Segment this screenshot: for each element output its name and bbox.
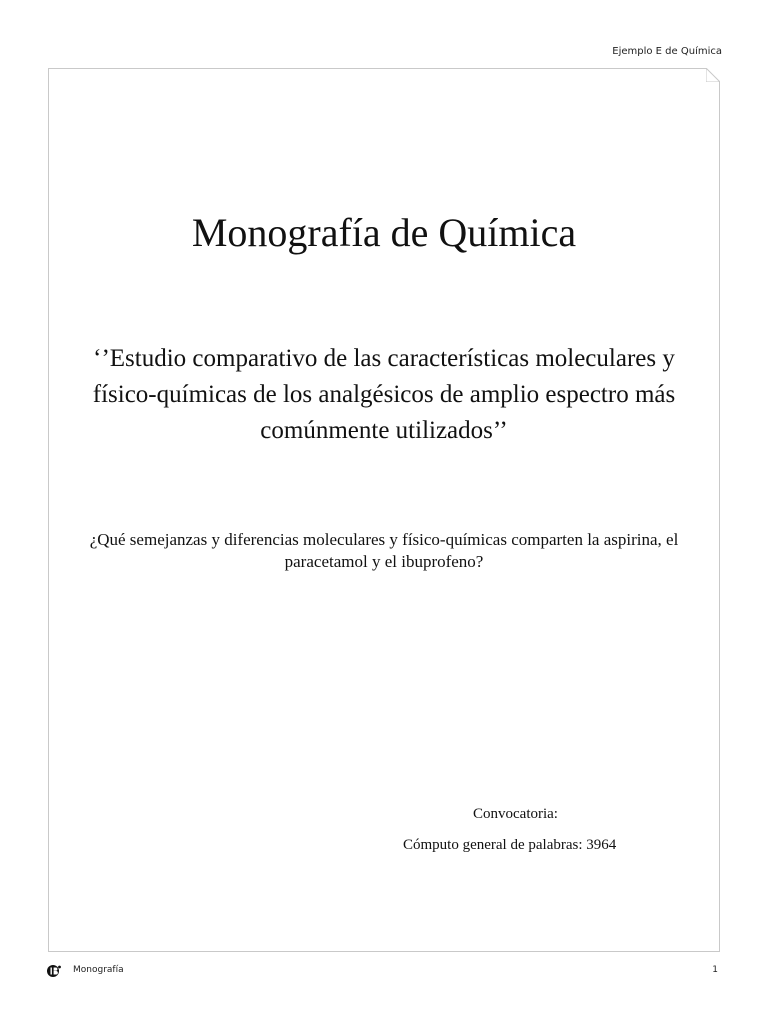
document-frame [48,68,720,952]
footer-label: Monografía [73,965,124,975]
word-count: Cómputo general de palabras: 3964 [403,837,617,853]
document-subtitle: ‘’Estudio comparativo de las características moleculares y físico-químicas de los analgésicos de amplio espectro más comúnmente utilizados’’ [92,345,676,444]
ib-logo-icon [46,964,62,978]
page-number: 1 [712,965,718,975]
header-label: Ejemplo E de Química [612,46,722,57]
convocatoria-label: Convocatoria: [473,806,558,822]
research-question: ¿Qué semejanzas y diferencias moleculares y físico-químicas comparten la aspirina, el paracetamol y el ibuprofeno? [89,530,679,571]
document-title: Monografía de Química [191,210,577,255]
page-fold-icon [706,68,720,82]
